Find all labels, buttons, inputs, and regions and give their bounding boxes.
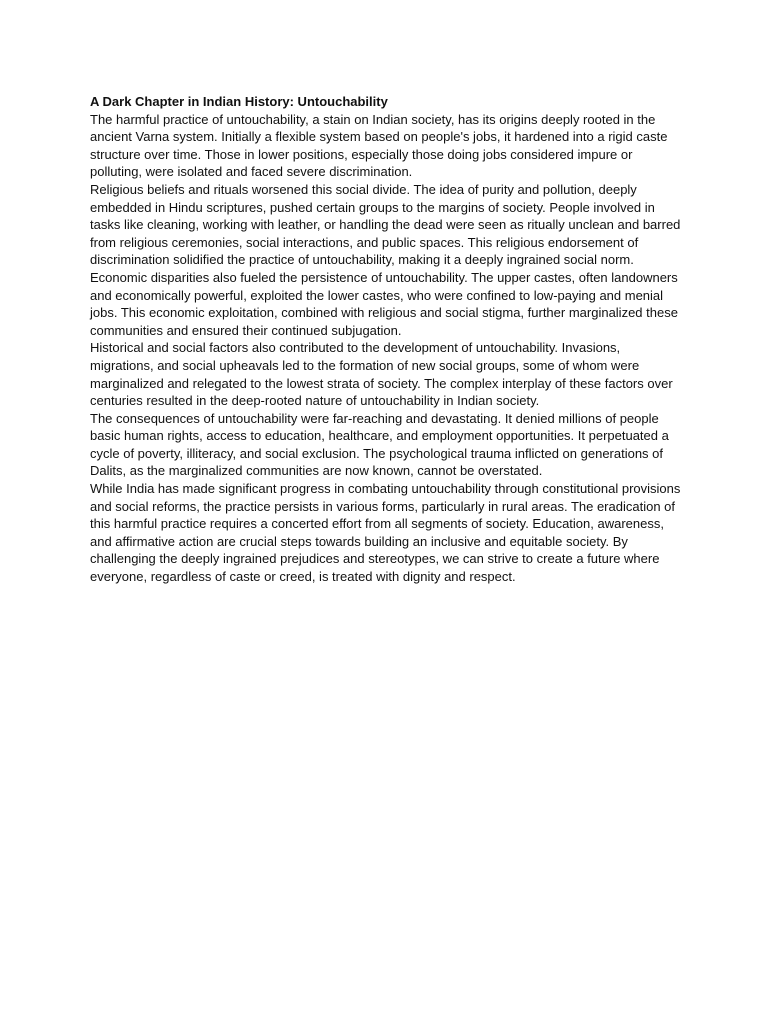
paragraph: Economic disparities also fueled the persistence of untouchability. The upper castes, often landowners and economically powerful, exploited the lower castes, who were confined to low-paying and menial jobs. This economic exploitation, combined with religious and social stigma, further marginalized these communities and ensured their continued subjugation.: [90, 269, 678, 338]
paragraph: The consequences of untouchability were far-reaching and devastating. It denied millions of people basic human rights, access to education, healthcare, and employment opportunities. It perpetuated a cycle of poverty, illiteracy, and social exclusion. The psychological trauma inflicted on generations of Dalits, as the marginalized communities are now known, cannot be overstated.: [90, 410, 669, 479]
document-title: A Dark Chapter in Indian History: Untouchability: [90, 94, 388, 109]
document-body: [90, 93, 682, 586]
paragraph: Historical and social factors also contributed to the development of untouchability. Invasions, migrations, and social upheavals led to the formation of new social groups, some of whom were marginalized and relegated to the lowest strata of society. The complex interplay of these factors over centuries resulted in the deep-rooted nature of untouchability in Indian society.: [90, 340, 673, 409]
paragraph: While India has made significant progress in combating untouchability through constitutional provisions and social reforms, the practice persists in various forms, particularly in rural areas. The eradication of this harmful practice requires a concerted effort from all segments of society. Education, awareness, and affirmative action are crucial steps towards building an inclusive and equitable society. By challenging the deeply ingrained prejudices and stereotypes, we can strive to create a future where everyone, regardless of caste or creed, is treated with dignity and respect.: [90, 481, 681, 585]
paragraph: Religious beliefs and rituals worsened this social divide. The idea of purity and pollution, deeply embedded in Hindu scriptures, pushed certain groups to the margins of society. People involved in tasks like cleaning, working with leather, or handling the dead were seen as ritually unclean and barred from religious ceremonies, social interactions, and public spaces. This religious endorsement of discrimination solidified the practice of untouchability, making it a deeply ingrained social norm.: [90, 181, 681, 268]
paragraph: The harmful practice of untouchability, a stain on Indian society, has its origins deeply rooted in the ancient Varna system. Initially a flexible system based on people's jobs, it hardened into a rigid caste structure over time. Those in lower positions, especially those doing jobs considered impure or polluting, were isolated and faced severe discrimination.: [90, 111, 668, 180]
